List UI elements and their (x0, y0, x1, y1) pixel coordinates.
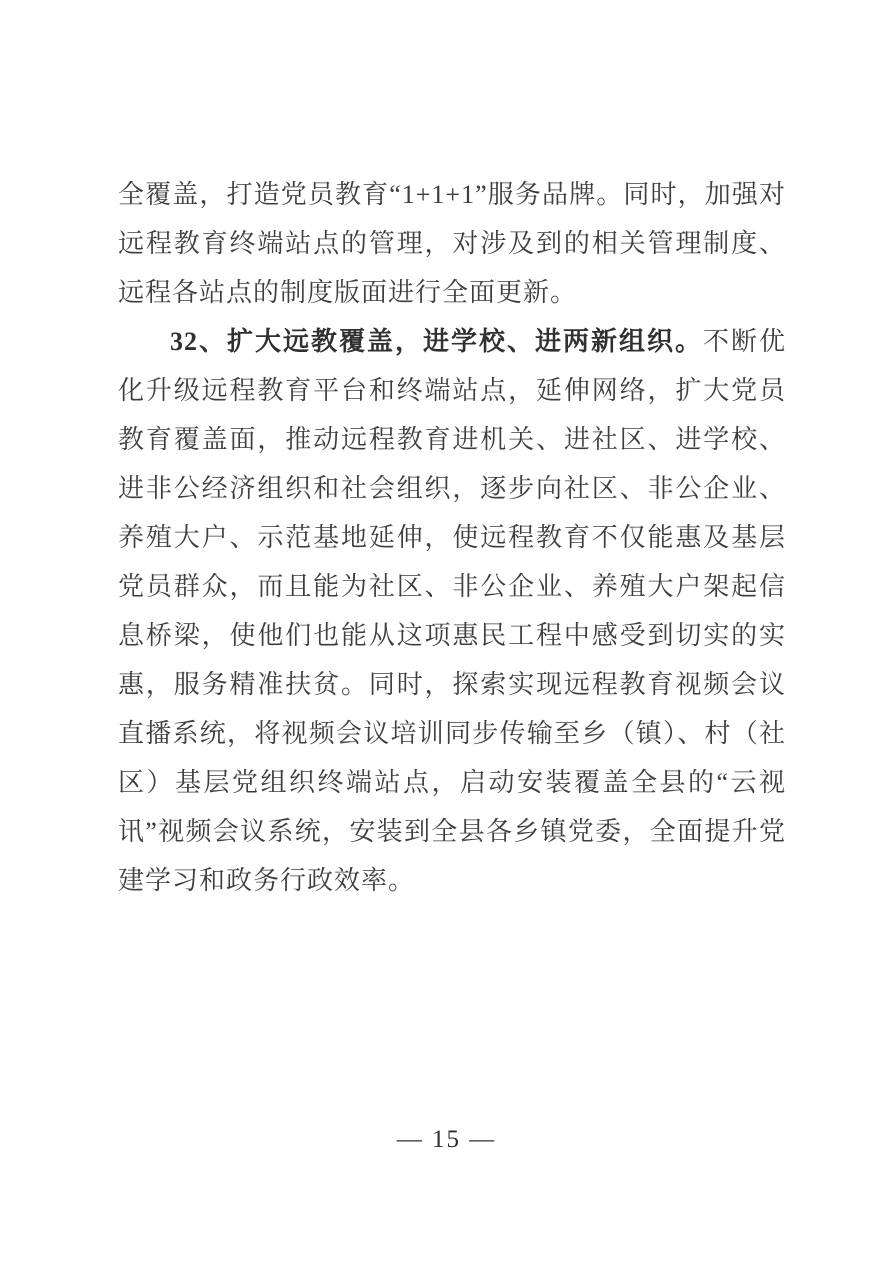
document-body (118, 170, 786, 905)
paragraph-item-32-body: 不断优化升级远程教育平台和终端站点，延伸网络，扩大党员教育覆盖面，推动远程教育进机关、进社区、进学校、进非公经济组织和社会组织，逐步向社区、非公企业、养殖大户、示范基地延伸，使远程教育不仅能惠及基层党员群众，而且能为社区、非公企业、养殖大户架起信息桥梁，使他们也能从这项惠民工程中感受到切实的实惠，服务精准扶贫。同时，探索实现远程教育视频会议直播系统，将视频会议培训同步传输至乡（镇）、村（社区）基层党组织终端站点，启动安装覆盖全县的“云视讯”视频会议系统，安装到全县各乡镇党委，全面提升党建学习和政务行政效率。 (118, 327, 786, 895)
page-number: — 15 — (396, 1126, 497, 1153)
paragraph-item-32 (118, 317, 786, 905)
paragraph-item-32-heading: 32、扩大远教覆盖，进学校、进两新组织。 (170, 327, 703, 356)
paragraph-continuation (118, 170, 786, 317)
paragraph-continuation-text: 全覆盖，打造党员教育“1+1+1”服务品牌。同时，加强对远程教育终端站点的管理，对涉及到的相关管理制度、远程各站点的制度版面进行全面更新。 (118, 180, 786, 307)
